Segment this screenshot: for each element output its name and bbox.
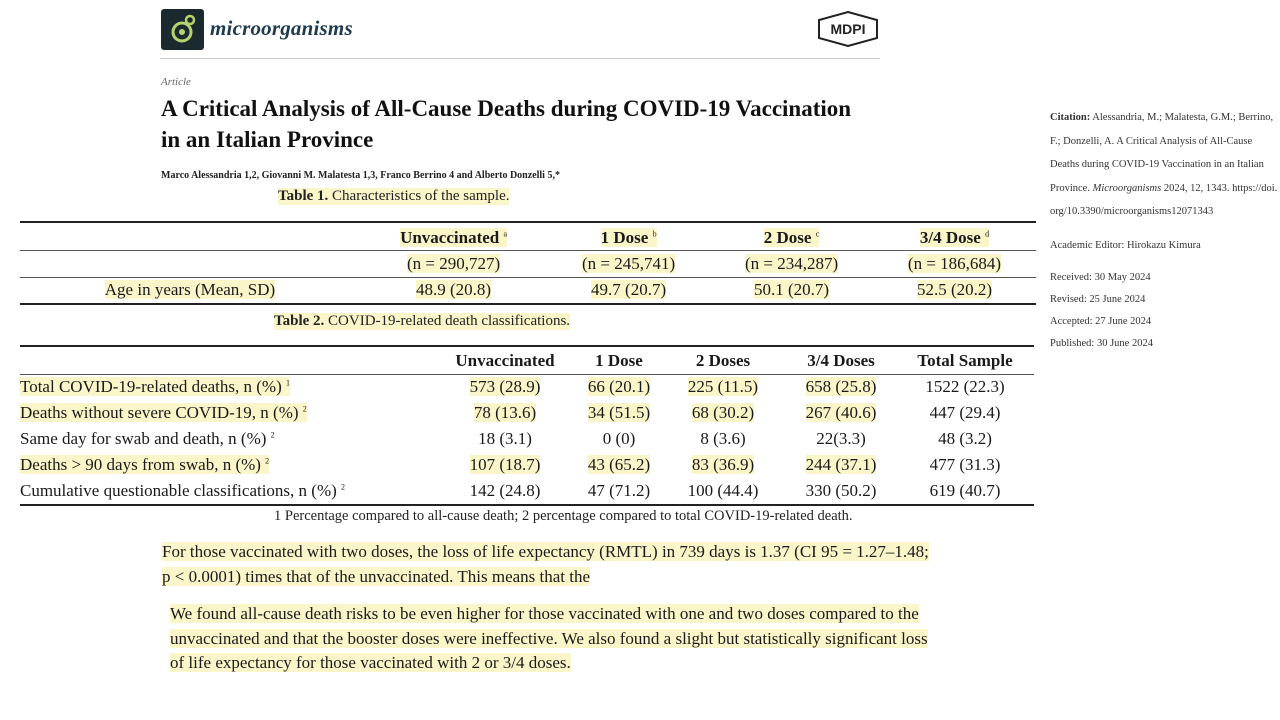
table-row (20, 374, 1034, 400)
article-sidebar (1050, 106, 1278, 355)
table-cell: 477 (31.3) (929, 455, 1001, 474)
table-cell: 34 (51.5) (587, 403, 651, 422)
table-cell: 658 (25.8) (805, 377, 877, 396)
table-cell: 225 (11.5) (687, 377, 759, 396)
table2-footnote: 1 Percentage compared to all-cause death; 2 percentage compared to total COVID-19-related death. (274, 508, 853, 524)
table2-row-label: Deaths without severe COVID-19, n (%) $^2$ (20, 403, 307, 422)
received-date: Received: 30 May 2024 (1050, 272, 1151, 283)
article-title: A Critical Analysis of All-Cause Deaths during COVID-19 Vaccination in an Italian Province (161, 96, 852, 152)
table-cell: 100 (44.4) (687, 481, 759, 500)
table-cell: 107 (18.7) (469, 455, 541, 474)
table-row (20, 400, 1034, 426)
table2-col-total-sample: Total Sample (917, 351, 1013, 370)
table1-row-label: Age in years (Mean, SD) (104, 280, 276, 299)
table1-top-rule (20, 221, 1036, 223)
table1-col-1-dose: 1 Dose $^b$ (600, 228, 657, 247)
table-cell: (n = 234,287) (744, 254, 839, 273)
citation-label: Citation: (1050, 112, 1091, 123)
table2-caption-label: Table 2. (274, 313, 325, 329)
published-date: Published: 30 June 2024 (1050, 338, 1153, 349)
table1 (20, 225, 1036, 303)
table1-col-3-4-dose: 3/4 Dose $^d$ (919, 228, 990, 247)
table-cell: 18 (3.1) (478, 429, 532, 448)
table1-header-row (20, 225, 1036, 251)
table-cell: 49.7 (20.7) (591, 280, 667, 299)
table-row (20, 426, 1034, 452)
author-list: Marco Alessandria 1,2, Giovanni M. Malatesta 1,3, Franco Berrino 4 and Alberto Donzelli 5,* (161, 170, 560, 181)
body-paragraph-2: We found all-cause death risks to be even higher for those vaccinated with one and two doses compared to the unvaccinated and that the booster doses were ineffective. We also found a slight but statistically significant loss of life expectancy for those vaccinated with 2 or 3/4 doses. (170, 604, 928, 672)
table2-row-label: Cumulative questionable classifications, n (%) $^2$ (20, 481, 346, 500)
table-cell: 447 (29.4) (929, 403, 1001, 422)
table2-row-label: Same day for swab and death, n (%) $^2$ (20, 429, 275, 448)
citation-block (1050, 106, 1278, 224)
article-type: Article (161, 76, 191, 88)
table2-row-label: Total COVID-19-related deaths, n (%) $^1$ (20, 377, 290, 396)
header-divider (160, 58, 880, 59)
table-cell: 0 (0) (602, 429, 636, 448)
table2-top-rule (20, 345, 1034, 347)
journal-logo-icon (161, 9, 204, 50)
table1-n-row (20, 251, 1036, 277)
table-cell: 48.9 (20.8) (416, 280, 492, 299)
table1-caption (278, 188, 509, 205)
table-cell: 66 (20.1) (587, 377, 651, 396)
svg-text:MDPI: MDPI (830, 21, 866, 37)
table-cell: 52.5 (20.2) (916, 280, 993, 299)
academic-editor: Academic Editor: Hirokazu Kimura (1050, 239, 1201, 251)
table-cell: (n = 245,741) (582, 254, 676, 273)
table2 (20, 348, 1034, 504)
table2-col-unvaccinated: Unvaccinated (455, 351, 555, 370)
table-cell: 78 (13.6) (473, 403, 537, 422)
revised-date: Revised: 25 June 2024 (1050, 294, 1146, 305)
table2-caption (274, 313, 570, 330)
table-row (20, 478, 1034, 504)
table-cell: 142 (24.8) (469, 481, 541, 500)
body-paragraph-1: For those vaccinated with two doses, the loss of life expectancy (RMTL) in 739 days is 1.37 (CI 95 = 1.27–1.48; p < 0.0001) times that of the unvaccinated. This means that the (162, 542, 929, 586)
table-cell: (n = 290,727) (406, 254, 501, 273)
table2-col-1-dose: 1 Dose (595, 351, 643, 370)
table-cell: 50.1 (20.7) (754, 280, 830, 299)
table-cell: 330 (50.2) (805, 481, 877, 500)
table2-row-label: Deaths > 90 days from swab, n (%) $^2$ (20, 455, 270, 474)
table-cell: 619 (40.7) (929, 481, 1001, 500)
table-cell: 22(3.3) (816, 429, 866, 448)
table-cell: 47 (71.2) (587, 481, 651, 500)
table-cell: 48 (3.2) (938, 429, 992, 448)
table-cell: 8 (3.6) (700, 429, 746, 448)
table2-caption-text: COVID-19-related death classifications. (328, 313, 571, 329)
table-cell: 68 (30.2) (691, 403, 755, 422)
accepted-date: Accepted: 27 June 2024 (1050, 316, 1152, 327)
table2-col-2-doses: 2 Doses (695, 351, 751, 370)
journal-name: microorganisms (210, 16, 353, 40)
citation-authors: Alessandria, M.; Malatesta, G.M.; Berrino, F.; Donzelli, A. A Critical Analysis of All-Cause Deaths during COVID-19 Vaccination in an Italian Province. (1050, 112, 1274, 194)
table-cell: 573 (28.9) (469, 377, 541, 396)
table1-col-unvaccinated: Unvaccinated $^a$ (400, 228, 508, 247)
table1-age-row (20, 277, 1036, 303)
table1-corner (20, 225, 360, 251)
table1-bottom-rule (20, 303, 1036, 305)
citation-year-volume: 2024, 12, 1343. (1163, 182, 1230, 194)
table2-bottom-rule (20, 504, 1034, 506)
table1-col-2-dose: 2 Dose $^c$ (763, 228, 820, 247)
table2-header-row (20, 348, 1034, 374)
table1-caption-label: Table 1. (278, 188, 329, 204)
table-row (20, 452, 1034, 478)
citation-journal: Microorganisms (1092, 182, 1162, 194)
citation-doi-link[interactable]: https://doi.org/10.3390/microorganisms12071343 (1050, 182, 1278, 217)
table2-col-3-4-doses: 3/4 Doses (807, 351, 875, 370)
table-cell: (n = 186,684) (907, 254, 1002, 273)
table-cell: 244 (37.1) (805, 455, 877, 474)
table-cell: 83 (36.9) (691, 455, 755, 474)
table-cell: 267 (40.6) (805, 403, 877, 422)
table-cell: 43 (65.2) (587, 455, 651, 474)
mdpi-logo-icon (817, 11, 879, 47)
table1-caption-text: Characteristics of the sample. (332, 188, 510, 204)
table-cell: 1522 (22.3) (925, 377, 1005, 396)
